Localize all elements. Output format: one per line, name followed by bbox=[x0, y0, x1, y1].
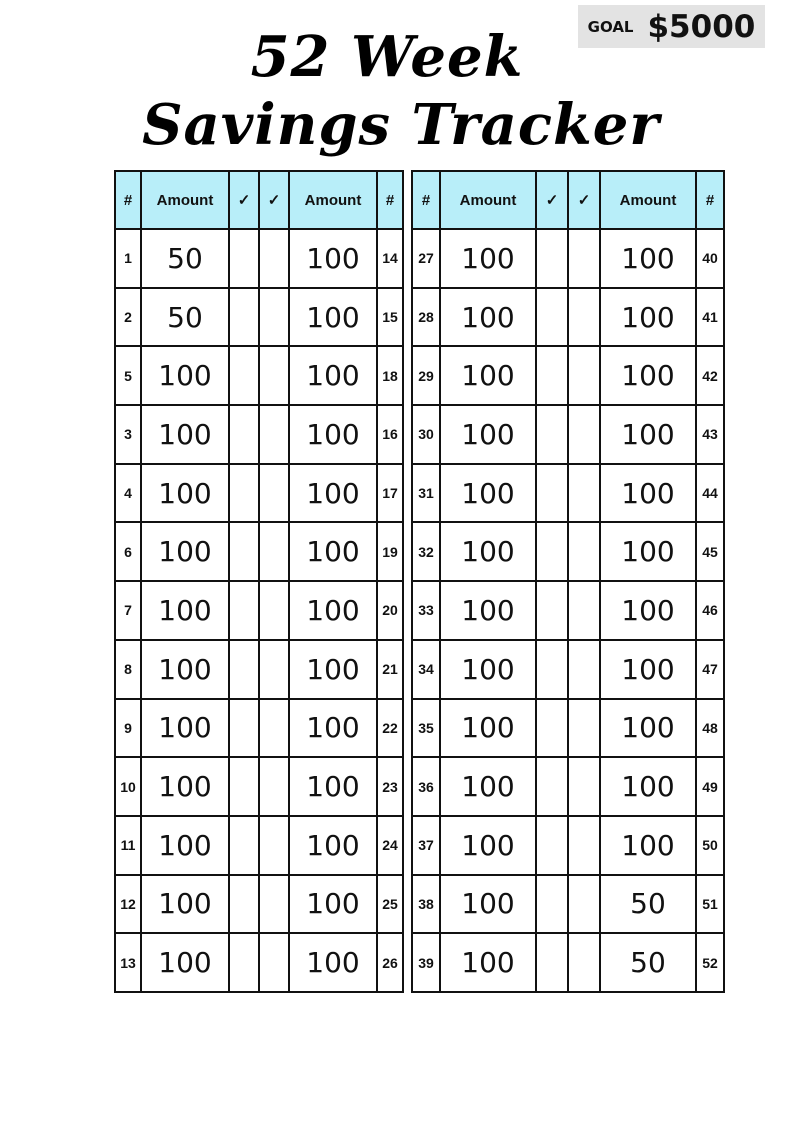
amount-cell: 100 bbox=[141, 346, 229, 405]
table-row bbox=[412, 581, 724, 640]
amount-cell: 100 bbox=[600, 405, 696, 464]
goal-value: $5000 bbox=[647, 8, 756, 45]
checkbox-cell[interactable] bbox=[536, 229, 568, 288]
table-row bbox=[412, 346, 724, 405]
table-row bbox=[115, 699, 403, 758]
week-number-header: # bbox=[377, 171, 403, 229]
checkbox-cell[interactable] bbox=[229, 816, 259, 875]
checkbox-cell[interactable] bbox=[229, 699, 259, 758]
checkbox-cell[interactable] bbox=[259, 933, 289, 992]
week-number-cell: 48 bbox=[696, 699, 724, 758]
checkbox-cell[interactable] bbox=[568, 933, 600, 992]
amount-header: Amount bbox=[600, 171, 696, 229]
amount-cell: 100 bbox=[600, 640, 696, 699]
table-row bbox=[115, 522, 403, 581]
week-number-cell: 47 bbox=[696, 640, 724, 699]
week-number-cell: 22 bbox=[377, 699, 403, 758]
amount-cell: 100 bbox=[600, 816, 696, 875]
amount-cell: 100 bbox=[600, 229, 696, 288]
goal-box bbox=[578, 5, 765, 48]
checkbox-cell[interactable] bbox=[536, 875, 568, 934]
table-row bbox=[412, 522, 724, 581]
checkbox-cell[interactable] bbox=[259, 288, 289, 347]
table-row bbox=[412, 933, 724, 992]
checkbox-cell[interactable] bbox=[259, 229, 289, 288]
checkbox-cell[interactable] bbox=[259, 522, 289, 581]
amount-cell: 100 bbox=[289, 346, 377, 405]
week-number-cell: 11 bbox=[115, 816, 141, 875]
amount-cell: 100 bbox=[141, 405, 229, 464]
amount-cell: 100 bbox=[141, 933, 229, 992]
amount-cell: 100 bbox=[600, 346, 696, 405]
week-number-cell: 20 bbox=[377, 581, 403, 640]
week-number-cell: 27 bbox=[412, 229, 440, 288]
table-row bbox=[115, 757, 403, 816]
week-number-cell: 4 bbox=[115, 464, 141, 523]
week-number-cell: 37 bbox=[412, 816, 440, 875]
week-number-cell: 43 bbox=[696, 405, 724, 464]
amount-cell: 50 bbox=[600, 933, 696, 992]
checkbox-cell[interactable] bbox=[229, 640, 259, 699]
week-number-cell: 26 bbox=[377, 933, 403, 992]
amount-cell: 100 bbox=[600, 522, 696, 581]
goal-label: GOAL bbox=[587, 17, 634, 36]
table-row bbox=[115, 816, 403, 875]
amount-cell: 100 bbox=[141, 699, 229, 758]
amount-cell: 100 bbox=[440, 933, 536, 992]
table-row bbox=[412, 229, 724, 288]
week-number-cell: 2 bbox=[115, 288, 141, 347]
header-row bbox=[115, 171, 403, 229]
checkbox-cell[interactable] bbox=[536, 816, 568, 875]
amount-cell: 100 bbox=[440, 464, 536, 523]
amount-cell: 100 bbox=[440, 699, 536, 758]
checkbox-cell[interactable] bbox=[536, 757, 568, 816]
week-number-cell: 25 bbox=[377, 875, 403, 934]
amount-cell: 100 bbox=[440, 816, 536, 875]
checkbox-cell[interactable] bbox=[229, 875, 259, 934]
checkbox-cell[interactable] bbox=[536, 640, 568, 699]
week-number-cell: 1 bbox=[115, 229, 141, 288]
check-header: ✓ bbox=[259, 171, 289, 229]
amount-header: Amount bbox=[440, 171, 536, 229]
checkbox-cell[interactable] bbox=[568, 875, 600, 934]
table-row bbox=[115, 346, 403, 405]
week-number-cell: 49 bbox=[696, 757, 724, 816]
checkbox-cell[interactable] bbox=[259, 464, 289, 523]
amount-header: Amount bbox=[141, 171, 229, 229]
checkbox-cell[interactable] bbox=[259, 640, 289, 699]
week-number-cell: 3 bbox=[115, 405, 141, 464]
amount-cell: 100 bbox=[289, 581, 377, 640]
checkbox-cell[interactable] bbox=[259, 699, 289, 758]
amount-cell: 100 bbox=[141, 581, 229, 640]
checkbox-cell[interactable] bbox=[536, 464, 568, 523]
checkbox-cell[interactable] bbox=[229, 522, 259, 581]
week-number-cell: 29 bbox=[412, 346, 440, 405]
checkbox-cell[interactable] bbox=[568, 288, 600, 347]
checkbox-cell[interactable] bbox=[229, 757, 259, 816]
week-number-cell: 45 bbox=[696, 522, 724, 581]
week-number-cell: 5 bbox=[115, 346, 141, 405]
table-row bbox=[115, 581, 403, 640]
week-number-cell: 46 bbox=[696, 581, 724, 640]
checkbox-cell[interactable] bbox=[536, 699, 568, 758]
week-number-cell: 41 bbox=[696, 288, 724, 347]
checkbox-cell[interactable] bbox=[536, 288, 568, 347]
tracker-table-left bbox=[114, 170, 404, 993]
table-row bbox=[115, 288, 403, 347]
checkbox-cell[interactable] bbox=[229, 229, 259, 288]
checkbox-cell[interactable] bbox=[568, 757, 600, 816]
checkbox-cell[interactable] bbox=[568, 581, 600, 640]
amount-cell: 100 bbox=[440, 346, 536, 405]
table-row bbox=[115, 405, 403, 464]
tracker-table-right bbox=[411, 170, 725, 993]
week-number-cell: 7 bbox=[115, 581, 141, 640]
week-number-cell: 24 bbox=[377, 816, 403, 875]
week-number-cell: 8 bbox=[115, 640, 141, 699]
amount-cell: 100 bbox=[289, 640, 377, 699]
week-number-cell: 52 bbox=[696, 933, 724, 992]
amount-cell: 100 bbox=[440, 288, 536, 347]
checkbox-cell[interactable] bbox=[568, 464, 600, 523]
amount-cell: 100 bbox=[289, 757, 377, 816]
checkbox-cell[interactable] bbox=[229, 405, 259, 464]
checkbox-cell[interactable] bbox=[259, 816, 289, 875]
check-header: ✓ bbox=[536, 171, 568, 229]
amount-cell: 100 bbox=[289, 522, 377, 581]
checkbox-cell[interactable] bbox=[259, 581, 289, 640]
week-number-cell: 19 bbox=[377, 522, 403, 581]
table-row bbox=[412, 464, 724, 523]
page-title-line-2: Savings Tracker bbox=[142, 92, 660, 158]
week-number-cell: 33 bbox=[412, 581, 440, 640]
amount-header: Amount bbox=[289, 171, 377, 229]
checkbox-cell[interactable] bbox=[568, 229, 600, 288]
table-row bbox=[412, 816, 724, 875]
week-number-cell: 14 bbox=[377, 229, 403, 288]
amount-cell: 100 bbox=[289, 288, 377, 347]
checkbox-cell[interactable] bbox=[259, 757, 289, 816]
amount-cell: 100 bbox=[289, 405, 377, 464]
week-number-cell: 12 bbox=[115, 875, 141, 934]
header-row bbox=[412, 171, 724, 229]
week-number-cell: 9 bbox=[115, 699, 141, 758]
checkbox-cell[interactable] bbox=[536, 522, 568, 581]
checkbox-cell[interactable] bbox=[568, 699, 600, 758]
week-number-cell: 15 bbox=[377, 288, 403, 347]
table-row bbox=[412, 640, 724, 699]
amount-cell: 100 bbox=[440, 640, 536, 699]
amount-cell: 100 bbox=[289, 816, 377, 875]
week-number-cell: 40 bbox=[696, 229, 724, 288]
check-header: ✓ bbox=[568, 171, 600, 229]
checkbox-cell[interactable] bbox=[229, 464, 259, 523]
amount-cell: 100 bbox=[141, 640, 229, 699]
checkbox-cell[interactable] bbox=[568, 405, 600, 464]
amount-cell: 100 bbox=[600, 288, 696, 347]
week-number-cell: 36 bbox=[412, 757, 440, 816]
amount-cell: 100 bbox=[440, 581, 536, 640]
checkbox-cell[interactable] bbox=[259, 346, 289, 405]
table-row bbox=[115, 640, 403, 699]
amount-cell: 100 bbox=[141, 757, 229, 816]
week-number-cell: 21 bbox=[377, 640, 403, 699]
checkbox-cell[interactable] bbox=[568, 816, 600, 875]
checkbox-cell[interactable] bbox=[229, 288, 259, 347]
checkbox-cell[interactable] bbox=[568, 522, 600, 581]
amount-cell: 100 bbox=[141, 464, 229, 523]
table-row bbox=[412, 405, 724, 464]
amount-cell: 100 bbox=[440, 875, 536, 934]
week-number-header: # bbox=[412, 171, 440, 229]
week-number-cell: 39 bbox=[412, 933, 440, 992]
week-number-cell: 42 bbox=[696, 346, 724, 405]
week-number-cell: 50 bbox=[696, 816, 724, 875]
table-row bbox=[115, 464, 403, 523]
table-row bbox=[412, 757, 724, 816]
amount-cell: 100 bbox=[440, 229, 536, 288]
week-number-cell: 51 bbox=[696, 875, 724, 934]
week-number-cell: 35 bbox=[412, 699, 440, 758]
checkbox-cell[interactable] bbox=[568, 346, 600, 405]
table-row bbox=[412, 699, 724, 758]
week-number-cell: 13 bbox=[115, 933, 141, 992]
checkbox-cell[interactable] bbox=[229, 581, 259, 640]
checkbox-cell[interactable] bbox=[536, 346, 568, 405]
week-number-cell: 17 bbox=[377, 464, 403, 523]
week-number-cell: 18 bbox=[377, 346, 403, 405]
amount-cell: 50 bbox=[141, 288, 229, 347]
checkbox-cell[interactable] bbox=[536, 933, 568, 992]
week-number-header: # bbox=[696, 171, 724, 229]
checkbox-cell[interactable] bbox=[536, 581, 568, 640]
amount-cell: 100 bbox=[600, 581, 696, 640]
table-row bbox=[115, 933, 403, 992]
week-number-cell: 23 bbox=[377, 757, 403, 816]
amount-cell: 100 bbox=[289, 464, 377, 523]
checkbox-cell[interactable] bbox=[536, 405, 568, 464]
amount-cell: 100 bbox=[289, 229, 377, 288]
amount-cell: 100 bbox=[600, 699, 696, 758]
week-number-cell: 30 bbox=[412, 405, 440, 464]
week-number-cell: 6 bbox=[115, 522, 141, 581]
amount-cell: 100 bbox=[440, 405, 536, 464]
amount-cell: 100 bbox=[141, 875, 229, 934]
amount-cell: 100 bbox=[440, 757, 536, 816]
checkbox-cell[interactable] bbox=[229, 933, 259, 992]
table-row bbox=[412, 875, 724, 934]
table-row bbox=[412, 288, 724, 347]
week-number-cell: 34 bbox=[412, 640, 440, 699]
checkbox-cell[interactable] bbox=[259, 875, 289, 934]
week-number-cell: 16 bbox=[377, 405, 403, 464]
amount-cell: 50 bbox=[141, 229, 229, 288]
amount-cell: 100 bbox=[289, 699, 377, 758]
amount-cell: 100 bbox=[289, 933, 377, 992]
week-number-cell: 10 bbox=[115, 757, 141, 816]
amount-cell: 100 bbox=[289, 875, 377, 934]
page-title-line-1: 52 Week bbox=[250, 24, 524, 90]
checkbox-cell[interactable] bbox=[229, 346, 259, 405]
checkbox-cell[interactable] bbox=[568, 640, 600, 699]
amount-cell: 100 bbox=[141, 816, 229, 875]
checkbox-cell[interactable] bbox=[259, 405, 289, 464]
amount-cell: 100 bbox=[600, 464, 696, 523]
check-header: ✓ bbox=[229, 171, 259, 229]
amount-cell: 50 bbox=[600, 875, 696, 934]
week-number-cell: 32 bbox=[412, 522, 440, 581]
week-number-cell: 31 bbox=[412, 464, 440, 523]
table-row bbox=[115, 229, 403, 288]
week-number-cell: 28 bbox=[412, 288, 440, 347]
amount-cell: 100 bbox=[141, 522, 229, 581]
table-row bbox=[115, 875, 403, 934]
week-number-header: # bbox=[115, 171, 141, 229]
amount-cell: 100 bbox=[600, 757, 696, 816]
week-number-cell: 38 bbox=[412, 875, 440, 934]
amount-cell: 100 bbox=[440, 522, 536, 581]
week-number-cell: 44 bbox=[696, 464, 724, 523]
